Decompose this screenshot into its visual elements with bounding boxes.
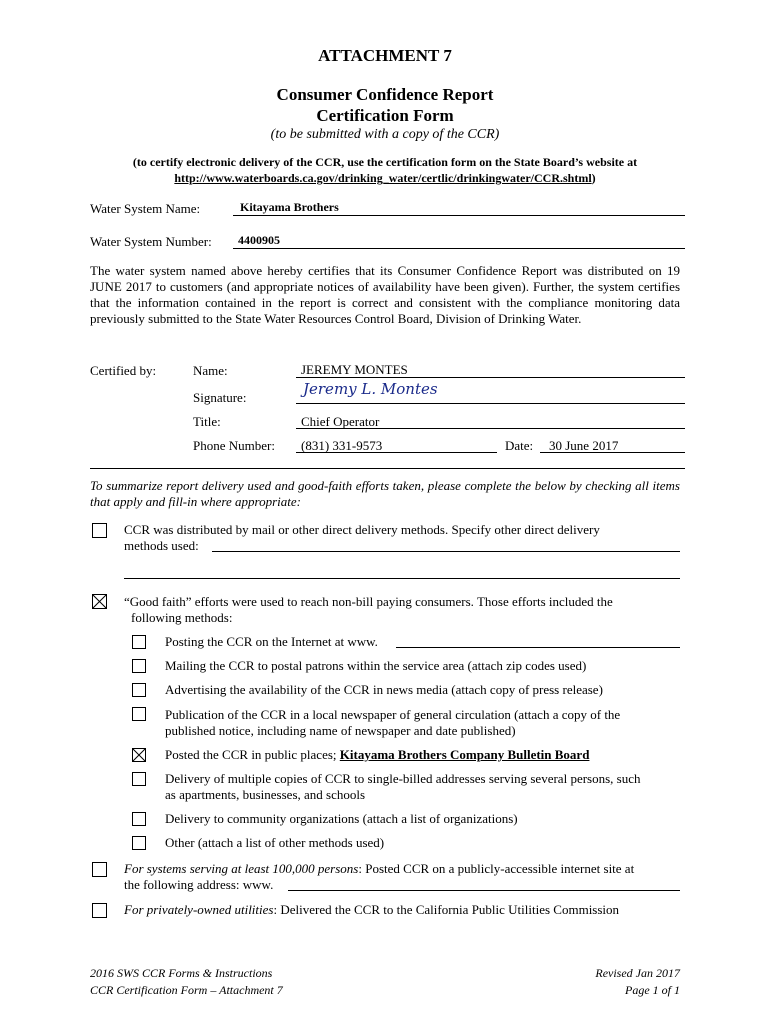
private-utilities-text — [124, 902, 619, 918]
mail-delivery-checkbox[interactable] — [92, 523, 107, 538]
large-systems-text-2: the following address: www. — [124, 877, 274, 892]
good-faith-text-2: following methods: — [131, 610, 233, 625]
electronic-link-line — [0, 171, 770, 186]
method-multiple-copies-text-2: as apartments, businesses, and schools — [165, 787, 366, 802]
water-system-name-line — [233, 215, 685, 216]
footer-right-1: Revised Jan 2017 — [595, 966, 680, 980]
private-utilities-rest: : Delivered the CCR to the California Public Utilities Commission — [273, 902, 620, 917]
method-public-places-text — [165, 747, 589, 763]
check-x-icon — [133, 749, 145, 761]
date-field[interactable]: 30 June 2017 — [549, 438, 619, 453]
attachment-title: ATTACHMENT 7 — [318, 46, 452, 65]
footer-right-2: Page 1 of 1 — [625, 983, 680, 997]
water-system-name-label: Water System Name: — [90, 201, 201, 216]
method-internet-text: Posting the CCR on the Internet at www. — [165, 634, 378, 649]
footer-left-2: CCR Certification Form – Attachment 7 — [90, 983, 283, 997]
form-title: Consumer Confidence Report — [276, 85, 494, 104]
signature-line — [296, 403, 685, 404]
method-internet-checkbox[interactable] — [132, 635, 146, 649]
footer-left-1: 2016 SWS CCR Forms & Instructions — [90, 966, 273, 980]
electronic-note: (to certify electronic delivery of the CCR, use the certification form on the State Board’s website at — [132, 155, 638, 169]
mail-methods-line-2[interactable] — [124, 578, 680, 579]
method-internet-line[interactable] — [396, 647, 680, 648]
large-systems-text-1 — [124, 861, 680, 877]
method-public-places-label: Posted the CCR in public places; — [165, 747, 337, 762]
name-field[interactable]: JEREMY MONTES — [301, 362, 408, 377]
private-utilities-italic: For privately-owned utilities — [124, 902, 274, 917]
mail-methods-line-1[interactable] — [212, 551, 680, 552]
method-other-text: Other (attach a list of other methods used) — [165, 835, 385, 850]
method-advertising-text: Advertising the availability of the CCR in news media (attach copy of press release) — [165, 682, 603, 697]
signature-label: Signature: — [193, 390, 247, 405]
water-system-number-label: Water System Number: — [90, 234, 212, 249]
method-mailing-text: Mailing the CCR to postal patrons within the service area (attach zip codes used) — [165, 658, 587, 673]
method-mailing-checkbox[interactable] — [132, 659, 146, 673]
good-faith-checkbox[interactable] — [92, 594, 107, 609]
summary-instructions: To summarize report delivery used and good-faith efforts taken, please complete the below by checking all items that apply and fill-in where appropriate: — [90, 478, 680, 509]
submission-note: (to be submitted with a copy of the CCR) — [270, 127, 500, 142]
form-subtitle: Certification Form — [316, 106, 454, 125]
signature-field[interactable]: Jeremy L. Montes — [303, 380, 438, 398]
method-newspaper-text-2: published notice, including name of newspaper and date published) — [165, 723, 516, 738]
state-board-link[interactable]: http://www.waterboards.ca.gov/drinking_water/certlic/drinkingwater/CCR.shtml — [174, 171, 592, 185]
large-systems-italic: For systems serving at least 100,000 persons — [124, 861, 359, 876]
method-public-places-field[interactable]: Kitayama Brothers Company Bulletin Board — [339, 747, 590, 762]
method-newspaper-checkbox[interactable] — [132, 707, 146, 721]
check-x-icon — [93, 595, 106, 608]
method-public-places-checkbox[interactable] — [132, 748, 146, 762]
electronic-close: ) — [591, 171, 596, 185]
certification-statement: The water system named above hereby certifies that its Consumer Confidence Report was distributed on 19 JUNE 2017 to customers (and appropriate notices of availability have been given). Further, the system certifies that the information contained in the report is correct and consistent with the compliance monitoring data previously submitted to the State Water Resources Control Board, Division of Drinking Water. — [90, 263, 680, 326]
good-faith-text-1: “Good faith” efforts were used to reach non-bill paying consumers. Those efforts included the — [124, 594, 613, 609]
private-utilities-checkbox[interactable] — [92, 903, 107, 918]
large-systems-rest: : Posted CCR on a publicly-accessible internet site at — [358, 861, 635, 876]
water-system-number-field[interactable]: 4400905 — [238, 233, 280, 247]
method-multiple-copies-text-1: Delivery of multiple copies of CCR to single-billed addresses serving several persons, such — [165, 771, 641, 786]
section-divider — [90, 468, 685, 469]
method-community-checkbox[interactable] — [132, 812, 146, 826]
mail-delivery-text-1: CCR was distributed by mail or other direct delivery methods. Specify other direct delivery — [124, 522, 600, 537]
method-newspaper-text-1: Publication of the CCR in a local newspaper of general circulation (attach a copy of the — [165, 707, 621, 722]
method-multiple-copies-checkbox[interactable] — [132, 772, 146, 786]
phone-label: Phone Number: — [193, 438, 275, 453]
title-label: Title: — [193, 414, 221, 429]
method-community-text: Delivery to community organizations (attach a list of organizations) — [165, 811, 518, 826]
name-label: Name: — [193, 363, 228, 378]
phone-field[interactable]: (831) 331-9573 — [301, 438, 383, 453]
water-system-number-line — [233, 248, 685, 249]
mail-delivery-text-2: methods used: — [124, 538, 199, 553]
large-systems-url-line[interactable] — [288, 890, 680, 891]
method-advertising-checkbox[interactable] — [132, 683, 146, 697]
certified-by-label: Certified by: — [90, 363, 157, 378]
large-systems-checkbox[interactable] — [92, 862, 107, 877]
method-other-checkbox[interactable] — [132, 836, 146, 850]
date-label: Date: — [505, 438, 534, 453]
water-system-name-field[interactable]: Kitayama Brothers — [240, 200, 339, 214]
title-field[interactable]: Chief Operator — [301, 414, 380, 429]
